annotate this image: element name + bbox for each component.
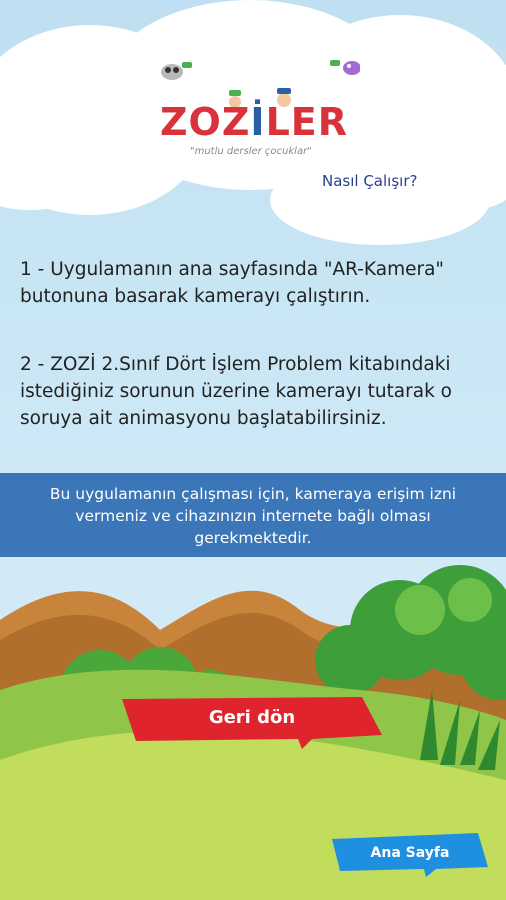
home-button-label: Ana Sayfa <box>370 845 450 861</box>
logo-tagline: "mutlu dersler çocuklar" <box>190 146 312 157</box>
instruction-step-1: 1 - Uygulamanın ana sayfasında "AR-Kamera" butonuna basarak kamerayı çalıştırın. <box>20 259 444 307</box>
notice-text: Bu uygulamanın çalışması için, kameraya erişim izni vermeniz ve cihazınızın internete bağlı olması gerekmektedir. <box>49 485 457 547</box>
how-it-works-heading: Nasıl Çalışır? <box>322 172 418 190</box>
notice-banner <box>0 473 506 557</box>
instruction-step-2: 2 - ZOZİ 2.Sınıf Dört İşlem Problem kitabındaki istediğiniz sorunun üzerine kamerayı tutarak o soruya ait animasyonu başlatabilirsiniz. <box>20 354 452 429</box>
logo-wordmark: ZOZİLER <box>160 100 348 144</box>
back-button[interactable] <box>122 695 382 751</box>
home-button[interactable] <box>332 833 488 877</box>
zoziler-logo <box>150 60 360 160</box>
back-button-label: Geri dön <box>208 707 296 728</box>
